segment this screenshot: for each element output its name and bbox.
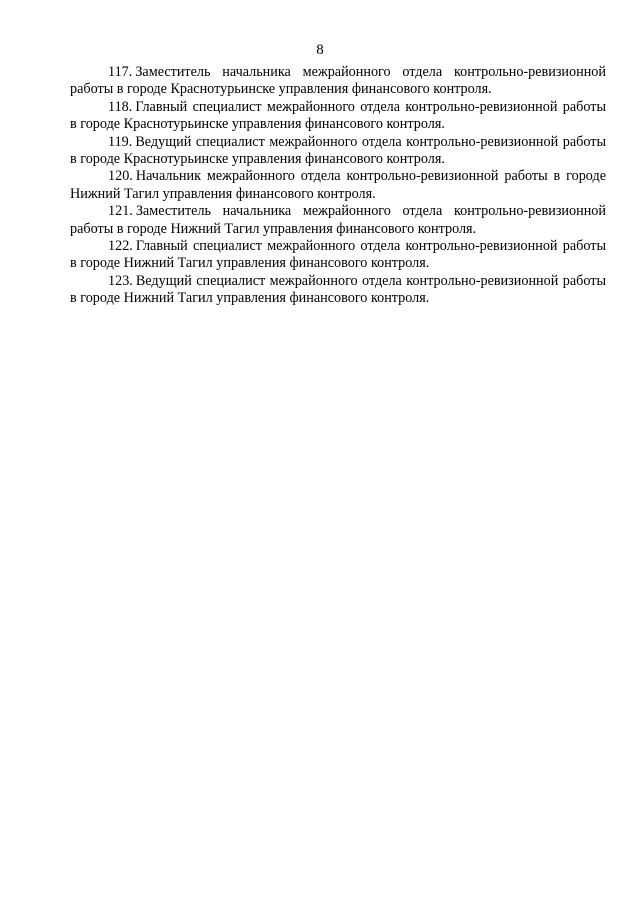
item-number: 119. [108,133,133,150]
list-item [70,64,606,99]
list-item [70,273,606,308]
list-item [70,134,606,169]
item-number: 123. [108,272,133,289]
item-number: 118. [108,98,133,115]
list-item [70,203,606,238]
list-item [70,99,606,134]
item-text: Заместитель начальника межрайонного отдела контрольно-ревизионной работы в городе Нижний Тагил управления финансового контроля. [70,203,606,237]
item-number: 117. [108,64,133,80]
item-text: Главный специалист межрайонного отдела контрольно-ревизионной работы в городе Нижний Тагил управления финансового контроля. [70,238,606,272]
item-number: 122. [108,238,133,255]
item-text: Начальник межрайонного отдела контрольно-ревизионной работы в городе Нижний Тагил управления финансового контроля. [70,168,606,202]
list-item [70,168,606,203]
item-text: Главный специалист межрайонного отдела контрольно-ревизионной работы в городе Краснотурьинске управления финансового контроля. [70,98,606,133]
page-number: 8 [316,42,324,58]
list-item [70,238,606,273]
item-text: Заместитель начальника межрайонного отдела контрольно-ревизионной работы в городе Краснотурьинске управления финансового контроля. [70,64,606,98]
item-number: 120. [108,168,133,185]
item-number: 121. [108,203,133,220]
item-text: Ведущий специалист межрайонного отдела контрольно-ревизионной работы в городе Краснотурьинске управления финансового контроля. [70,133,606,168]
item-text: Ведущий специалист межрайонного отдела контрольно-ревизионной работы в городе Нижний Тагил управления финансового контроля. [70,272,606,307]
document-body [70,64,606,308]
